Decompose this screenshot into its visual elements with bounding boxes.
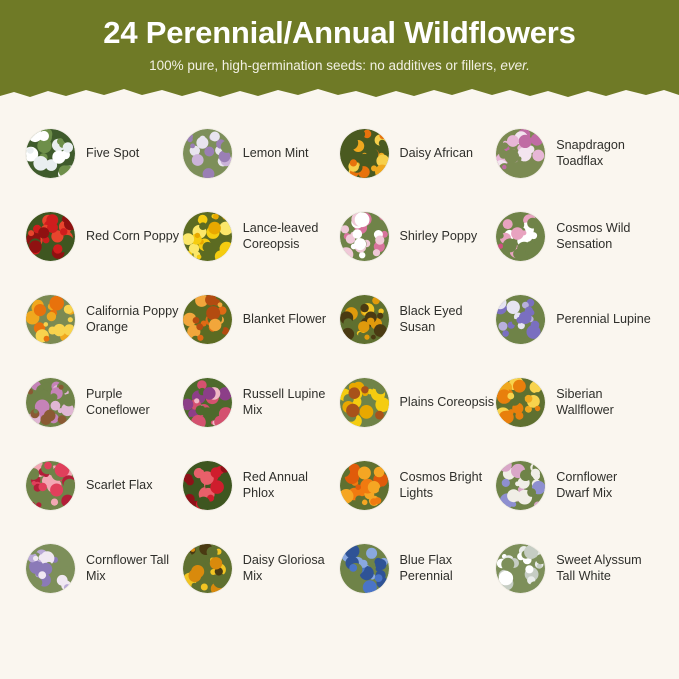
variety-item [26, 278, 183, 361]
header-banner [0, 0, 679, 98]
variety-item [26, 112, 183, 195]
variety-label: Daisy African [399, 145, 473, 160]
flower-swatch-icon [183, 461, 232, 510]
variety-label: Russell Lupine Mix [242, 387, 326, 417]
flower-swatch-icon [26, 544, 75, 593]
flower-swatch-icon [340, 544, 389, 593]
variety-item [496, 527, 653, 610]
variety-item [496, 444, 653, 527]
flower-swatch-icon [340, 295, 389, 344]
variety-item [496, 195, 653, 278]
variety-label: California Poppy Orange [86, 304, 179, 334]
flower-swatch-icon [496, 129, 545, 178]
variety-item [183, 278, 340, 361]
variety-label: Cosmos Wild Sensation [556, 221, 631, 251]
variety-label: Lemon Mint [242, 145, 309, 160]
flower-swatch-icon [496, 461, 545, 510]
flower-swatch-icon [496, 295, 545, 344]
flower-swatch-icon [183, 212, 232, 261]
variety-item [340, 112, 497, 195]
variety-label: Shirley Poppy [399, 228, 478, 243]
variety-label: Cornflower Dwarf Mix [556, 470, 618, 500]
variety-item [26, 361, 183, 444]
page-title: 24 Perennial/Annual Wildflowers [103, 15, 576, 50]
variety-label: Plains Coreopsis [399, 394, 494, 409]
header-subtitle-emphasis: ever. [500, 58, 530, 73]
variety-item [183, 527, 340, 610]
flower-swatch-icon [496, 212, 545, 261]
variety-label: Snapdragon Toadflax [556, 138, 625, 168]
variety-item [340, 278, 497, 361]
flower-swatch-icon [26, 461, 75, 510]
flower-swatch-icon [496, 378, 545, 427]
flower-swatch-icon [26, 378, 75, 427]
variety-label: Red Annual Phlox [242, 470, 308, 500]
flower-swatch-icon [340, 129, 389, 178]
variety-item [26, 527, 183, 610]
variety-item [340, 527, 497, 610]
variety-label: Red Corn Poppy [86, 228, 180, 243]
variety-item [26, 444, 183, 527]
variety-grid [0, 112, 679, 610]
torn-paper-edge [0, 86, 679, 98]
variety-item [26, 195, 183, 278]
flower-swatch-icon [183, 129, 232, 178]
variety-item [340, 361, 497, 444]
variety-label: Purple Coneflower [86, 387, 150, 417]
variety-label: Sweet Alyssum Tall White [556, 553, 642, 583]
header-subtitle [0, 56, 679, 76]
header-subtitle-main: 100% pure, high-germination seeds: no additives or fillers, [149, 58, 497, 73]
variety-label: Cornflower Tall Mix [86, 553, 170, 583]
flower-swatch-icon [26, 295, 75, 344]
flower-swatch-icon [340, 378, 389, 427]
flower-swatch-icon [183, 295, 232, 344]
flower-swatch-icon [183, 544, 232, 593]
variety-item [183, 361, 340, 444]
variety-label: Scarlet Flax [86, 477, 153, 492]
variety-label: Cosmos Bright Lights [399, 470, 483, 500]
variety-item [183, 195, 340, 278]
variety-item [340, 444, 497, 527]
variety-label: Siberian Wallflower [556, 387, 614, 417]
variety-label: Perennial Lupine [556, 311, 651, 326]
variety-label: Daisy Gloriosa Mix [242, 553, 325, 583]
variety-item [183, 112, 340, 195]
variety-label: Blanket Flower [242, 311, 327, 326]
variety-item [496, 361, 653, 444]
variety-item [340, 195, 497, 278]
flower-swatch-icon [496, 544, 545, 593]
variety-label: Blue Flax Perennial [399, 553, 453, 583]
variety-item [496, 278, 653, 361]
flower-swatch-icon [26, 129, 75, 178]
variety-label: Lance-leaved Coreopsis [242, 221, 319, 251]
variety-item [183, 444, 340, 527]
flower-swatch-icon [340, 212, 389, 261]
flower-swatch-icon [26, 212, 75, 261]
variety-label: Five Spot [86, 145, 140, 160]
flower-swatch-icon [183, 378, 232, 427]
flower-swatch-icon [340, 461, 389, 510]
variety-label: Black Eyed Susan [399, 304, 463, 334]
variety-item [496, 112, 653, 195]
